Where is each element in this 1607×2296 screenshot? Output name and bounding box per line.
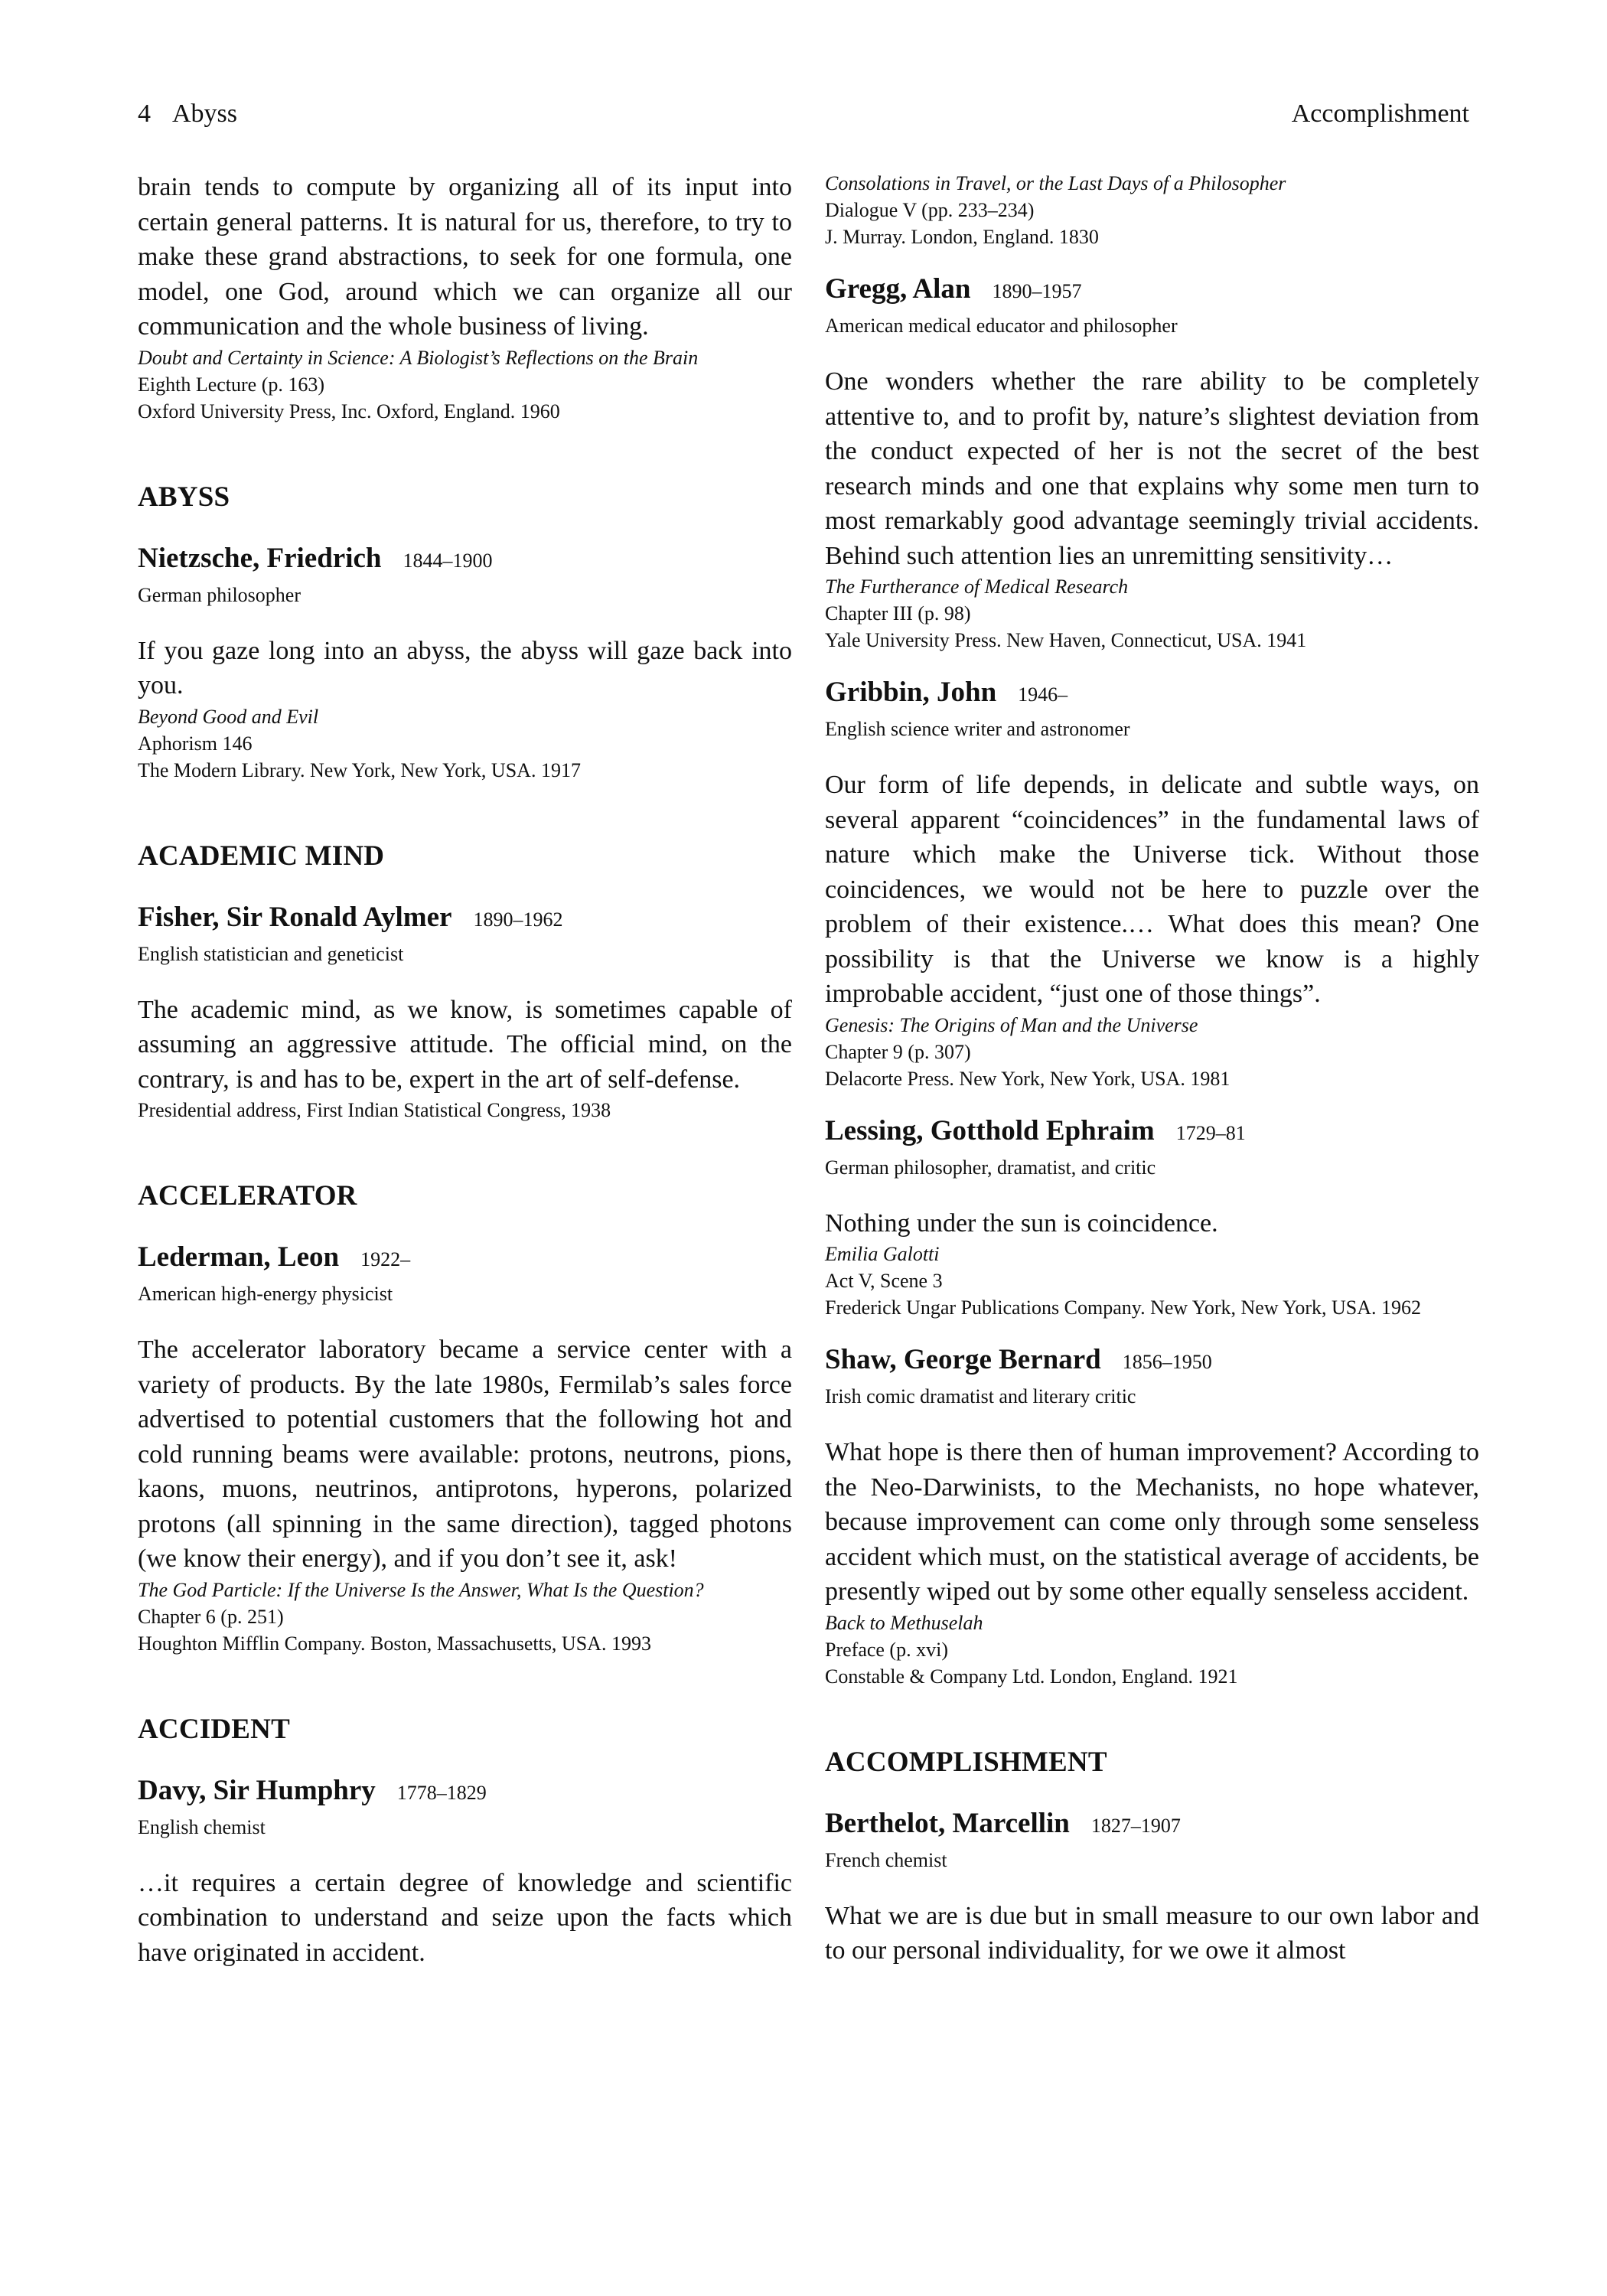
source-title: Genesis: The Origins of Man and the Universe	[825, 1013, 1198, 1036]
source-detail: Aphorism 146	[138, 732, 253, 755]
author-name: Fisher, Sir Ronald Aylmer	[138, 901, 452, 933]
author-dates: 1729–81	[1175, 1121, 1246, 1144]
author-dates: 1890–1962	[473, 908, 563, 931]
source-publisher: Constable & Company Ltd. London, England. 1921	[825, 1665, 1238, 1688]
section-heading-accomplishment: ACCOMPLISHMENT	[825, 1746, 1107, 1778]
page-number: 4	[138, 99, 151, 128]
author-description: French chemist	[825, 1848, 947, 1871]
source-publisher: J. Murray. London, England. 1830	[825, 226, 1099, 248]
author-name: Gregg, Alan	[825, 273, 971, 305]
quote-text: Nothing under the sun is coincidence.	[825, 1208, 1218, 1238]
author-name: Lessing, Gotthold Ephraim	[825, 1114, 1155, 1146]
author-entry	[825, 673, 1479, 717]
author-entry	[825, 1805, 1479, 1848]
source-detail: Chapter 6 (p. 251)	[138, 1605, 284, 1628]
quote-text: What hope is there then of human improvement? According to the Neo-Darwinists, to the Mechanists, no hope whatever, because improvement can come only through some senseless accident which must, on the statistical average of accidents, be presently wiped out by some other equally senseless accident.	[825, 1438, 1479, 1606]
source-publisher: Houghton Mifflin Company. Boston, Massachusetts, USA. 1993	[138, 1632, 651, 1655]
author-name: Shaw, George Bernard	[825, 1344, 1101, 1375]
source-title: The Furtherance of Medical Research	[825, 576, 1129, 598]
running-head-left-title: Abyss	[172, 99, 238, 128]
source-title: The God Particle: If the Universe Is the Answer, What Is the Question?	[138, 1578, 704, 1601]
source-detail: Eighth Lecture (p. 163)	[138, 373, 325, 396]
author-description: German philosopher	[138, 583, 302, 606]
author-description: American high-energy physicist	[138, 1283, 393, 1305]
author-entry	[825, 1112, 1479, 1156]
author-description: English chemist	[138, 1815, 266, 1838]
author-name: Nietzsche, Friedrich	[138, 542, 382, 574]
author-description: Irish comic dramatist and literary critic	[825, 1385, 1136, 1407]
author-dates: 1844–1900	[403, 549, 493, 572]
quote-text: The accelerator laboratory became a service center with a variety of products. By the late 1980s, Fermilab’s sales force advertised to potential customers that the following hot and cold running beams were available: protons, neutrons, pions, kaons, muons, neutrinos, antiprotons, hyperons, polarized protons (all spinning in the same direction), tagged photons (we know their energy), and if you don’t see it, ask!	[138, 1336, 792, 1573]
author-dates: 1778–1829	[396, 1781, 487, 1804]
quote-text: …it requires a certain degree of knowledge and scientific combination to understand and seize upon the facts which have originated in accident.	[138, 1868, 792, 1967]
quote-text: One wonders whether the rare ability to be completely attentive to, and to profit by, nature’s slightest deviation from the conduct expected of her is not the secret of the best research minds and one that explains why some men turn to most remarkably good advantage seemingly trivial accidents. Behind such attention lies an unremitting sensitivity…	[825, 367, 1479, 570]
source-detail: Chapter 9 (p. 307)	[825, 1040, 971, 1063]
author-description: German philosopher, dramatist, and critic	[825, 1156, 1156, 1179]
running-head-left	[138, 95, 237, 133]
source-publisher: Frederick Ungar Publications Company. New York, New York, USA. 1962	[825, 1296, 1421, 1319]
source-detail: Preface (p. xvi)	[825, 1638, 948, 1661]
author-entry	[138, 540, 792, 583]
left-column	[138, 170, 792, 1970]
quote-text: Our form of life depends, in delicate and subtle ways, on several apparent “coincidences” in the fundamental laws of nature which make the Universe tick. Without those coincidences, we would not be here to puzzle over the problem of their existence.… What does this mean? One possibility is that the Universe we know is a highly improbable accident, “just one of those things”.	[825, 771, 1479, 1008]
author-entry	[138, 1238, 792, 1282]
author-dates: 1922–	[360, 1248, 411, 1270]
author-entry	[825, 1341, 1479, 1384]
source-title: Beyond Good and Evil	[138, 705, 319, 728]
author-dates: 1856–1950	[1122, 1351, 1212, 1373]
author-description: English statistician and geneticist	[138, 942, 404, 965]
author-description: American medical educator and philosopher	[825, 315, 1178, 337]
continued-quote: brain tends to compute by organizing all of its input into certain general patterns. It is natural for us, therefore, to try to make these grand abstractions, to seek for one formula, one model, one God, around which we can organize all our communication and the whole business of living.	[138, 173, 792, 341]
quote-text: If you gaze long into an abyss, the abyss will gaze back into you.	[138, 636, 792, 700]
right-column	[825, 170, 1479, 1968]
section-heading-accident: ACCIDENT	[138, 1713, 290, 1745]
quote-text: What we are is due but in small measure to our own labor and to our personal individuality, for we owe it almost	[825, 1901, 1479, 1965]
running-head-right-title: Accomplishment	[1291, 99, 1469, 128]
author-dates: 1946–	[1018, 683, 1068, 706]
source-publisher: The Modern Library. New York, New York, USA. 1917	[138, 758, 581, 781]
section-heading-accelerator: ACCELERATOR	[138, 1180, 357, 1212]
source-publisher: Delacorte Press. New York, New York, USA. 1981	[825, 1067, 1231, 1090]
author-entry	[138, 1772, 792, 1815]
source-publisher: Presidential address, First Indian Statistical Congress, 1938	[138, 1099, 611, 1121]
source-detail: Chapter III (p. 98)	[825, 602, 971, 625]
source-detail: Act V, Scene 3	[825, 1270, 943, 1292]
source-title: Emilia Galotti	[825, 1243, 940, 1265]
source-title: Doubt and Certainty in Science: A Biologist’s Reflections on the Brain	[138, 346, 699, 369]
source-detail: Dialogue V (pp. 233–234)	[825, 199, 1035, 221]
author-dates: 1890–1957	[992, 280, 1082, 302]
author-name: Davy, Sir Humphry	[138, 1774, 376, 1806]
section-heading-abyss: ABYSS	[138, 481, 230, 513]
author-dates: 1827–1907	[1090, 1814, 1181, 1837]
author-entry	[825, 270, 1479, 314]
source-title: Back to Methuselah	[825, 1611, 983, 1634]
author-entry	[138, 899, 792, 942]
source-publisher: Yale University Press. New Haven, Connecticut, USA. 1941	[825, 629, 1307, 651]
quote-text: The academic mind, as we know, is sometimes capable of assuming an aggressive attitude. The official mind, on the contrary, is and has to be, expert in the art of self-defense.	[138, 995, 792, 1094]
author-name: Gribbin, John	[825, 677, 997, 708]
running-head	[138, 95, 1469, 133]
author-name: Berthelot, Marcellin	[825, 1807, 1070, 1839]
author-name: Lederman, Leon	[138, 1241, 340, 1273]
source-publisher: Oxford University Press, Inc. Oxford, England. 1960	[138, 400, 560, 422]
section-heading-academic-mind: ACADEMIC MIND	[138, 840, 385, 872]
source-title: Consolations in Travel, or the Last Days of a Philosopher	[825, 172, 1286, 194]
author-description: English science writer and astronomer	[825, 718, 1130, 740]
